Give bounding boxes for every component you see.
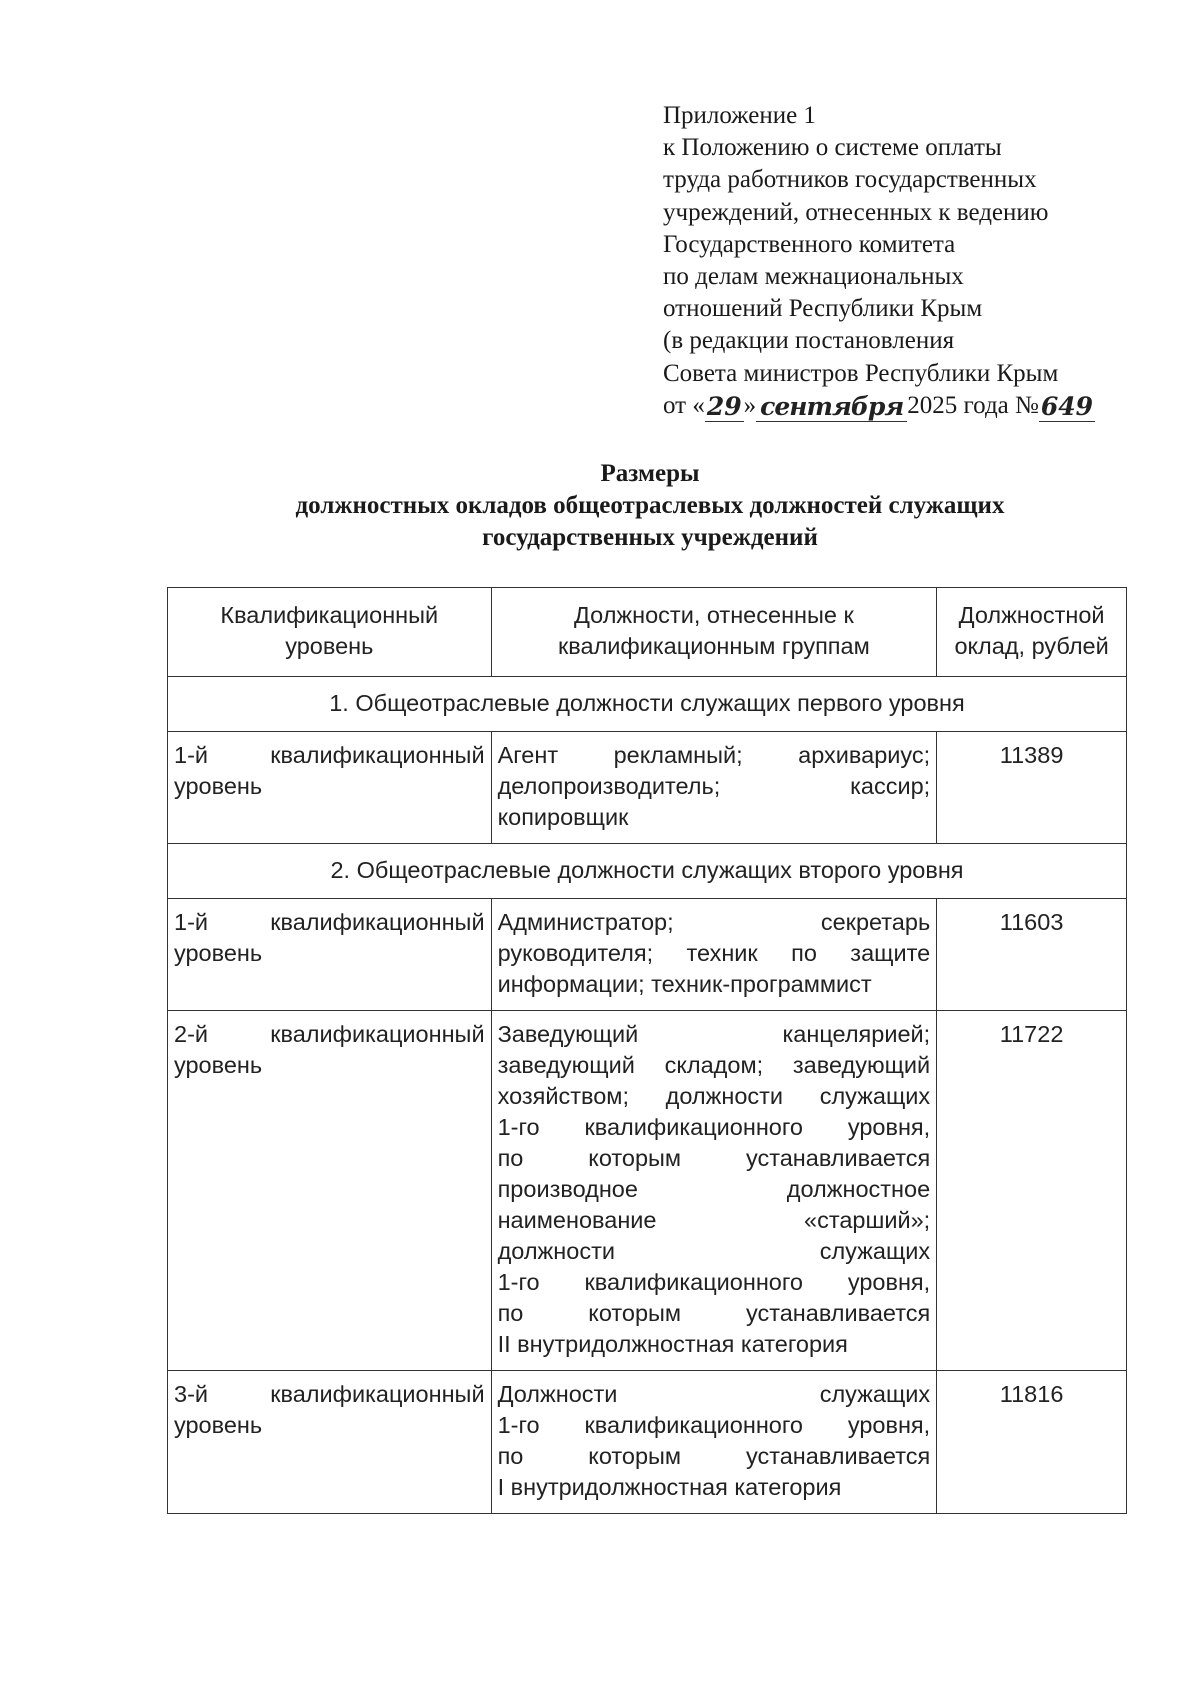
positions-word: служащих — [819, 1381, 931, 1407]
positions-word: защите — [850, 940, 931, 966]
table-row — [168, 1371, 1127, 1514]
positions-word: «старший»; — [804, 1207, 931, 1233]
document-title — [160, 458, 1140, 554]
salary-amount: 11389 — [937, 732, 1127, 844]
positions-line — [498, 771, 931, 802]
positions-word: которым — [588, 1443, 682, 1469]
positions-word: архивариус; — [798, 742, 931, 768]
positions-line — [498, 1081, 931, 1112]
handwritten-day: 29 — [706, 392, 742, 422]
salary-table — [167, 587, 1127, 1514]
positions-word: секретарь — [820, 909, 931, 935]
level-cell — [168, 1011, 492, 1371]
appendix-line: Совета министров Республики Крым — [663, 359, 1059, 387]
positions-word: должности — [665, 1083, 784, 1109]
positions-word: 1-го — [497, 1412, 540, 1438]
positions-word: техник — [686, 940, 758, 966]
section-row — [168, 844, 1127, 899]
section-title: 2. Общеотраслевые должности служащих второго уровня — [168, 844, 1127, 899]
positions-word: которым — [588, 1300, 682, 1326]
handwritten-decree-number: 649 — [1040, 392, 1094, 422]
positions-line — [498, 938, 931, 969]
level-number: 1-й — [174, 909, 209, 935]
level-suffix: уровень — [174, 1052, 263, 1078]
positions-line — [498, 1267, 931, 1298]
salary-amount: 11816 — [937, 1371, 1127, 1514]
positions-word: устанавливается — [745, 1300, 931, 1326]
appendix-line: труда работников государственных — [663, 166, 1037, 194]
positions-line — [498, 1410, 931, 1441]
positions-word: служащих — [819, 1238, 931, 1264]
positions-line — [498, 1050, 931, 1081]
positions-word: уровня, — [847, 1269, 931, 1295]
positions-word: Должности — [497, 1381, 618, 1407]
decree-date-line — [663, 390, 1133, 422]
title-line: должностных окладов общеотраслевых должностей служащих — [295, 492, 1005, 519]
positions-word: производное — [497, 1176, 638, 1202]
table-row — [168, 899, 1127, 1011]
table-row — [168, 1011, 1127, 1371]
positions-word: рекламный; — [613, 742, 743, 768]
header-salary — [937, 588, 1127, 677]
positions-word: уровня, — [847, 1114, 931, 1140]
header-level — [168, 588, 492, 677]
level-line — [174, 740, 485, 771]
header-positions — [491, 588, 937, 677]
positions-word: квалификационного — [584, 1114, 803, 1140]
header-text: Квалификационный — [220, 602, 439, 628]
table-header-row — [168, 588, 1127, 677]
level-suffix: уровень — [174, 940, 263, 966]
positions-line — [498, 1298, 931, 1329]
positions-word: 1-го — [497, 1114, 540, 1140]
header-text: уровень — [285, 633, 374, 659]
level-suffix: уровень — [174, 1412, 263, 1438]
positions-word: должностное — [786, 1176, 931, 1202]
positions-cell — [491, 1371, 937, 1514]
level-line — [174, 1379, 485, 1410]
date-year: 2025 года № — [907, 391, 1039, 419]
title-line: государственных учреждений — [482, 524, 818, 551]
positions-line — [498, 1205, 931, 1236]
positions-cell — [491, 1011, 937, 1371]
appendix-header — [663, 100, 1133, 422]
positions-line — [498, 1112, 931, 1143]
appendix-line: отношений Республики Крым — [663, 295, 983, 323]
positions-line: I внутридолжностная категория — [497, 1474, 842, 1500]
positions-line — [498, 1019, 931, 1050]
positions-word: квалификационного — [584, 1269, 803, 1295]
salary-amount: 11603 — [937, 899, 1127, 1011]
positions-line — [498, 1174, 931, 1205]
positions-line — [498, 740, 931, 771]
positions-word: Агент — [497, 742, 559, 768]
level-suffix: уровень — [174, 773, 263, 799]
level-word: квалификационный — [270, 1381, 485, 1407]
section-title: 1. Общеотраслевые должности служащих первого уровня — [168, 677, 1127, 732]
positions-word: которым — [588, 1145, 682, 1171]
title-line: Размеры — [600, 460, 700, 487]
appendix-line: Приложение 1 — [663, 102, 816, 129]
positions-word: служащих — [819, 1083, 931, 1109]
level-word: квалификационный — [270, 742, 485, 768]
positions-word: уровня, — [847, 1412, 931, 1438]
positions-line: информации; техник-программист — [497, 971, 872, 997]
positions-word: устанавливается — [745, 1145, 931, 1171]
date-close-quote: » — [743, 391, 757, 419]
positions-word: по — [497, 1300, 524, 1326]
positions-word: делопроизводитель; — [497, 773, 721, 799]
level-number: 2-й — [174, 1021, 209, 1047]
positions-word: Заведующий — [497, 1021, 639, 1047]
positions-word: по — [497, 1443, 524, 1469]
header-text: Должностной — [958, 602, 1105, 628]
appendix-line: по делам межнациональных — [663, 263, 964, 291]
positions-line: II внутридолжностная категория — [497, 1331, 848, 1357]
level-line — [174, 907, 485, 938]
positions-cell — [491, 899, 937, 1011]
level-cell — [168, 899, 492, 1011]
appendix-line: к Положению о системе оплаты — [663, 134, 1002, 162]
positions-cell — [491, 732, 937, 844]
level-cell — [168, 732, 492, 844]
level-line — [174, 1019, 485, 1050]
positions-word: по — [497, 1145, 524, 1171]
appendix-line: учреждений, отнесенных к ведению — [663, 198, 1049, 226]
positions-line — [498, 1441, 931, 1472]
positions-word: Администратор; — [497, 909, 674, 935]
appendix-line: (в редакции постановления — [663, 327, 955, 355]
positions-word: наименование — [497, 1207, 657, 1233]
header-text: квалификационным группам — [558, 633, 870, 659]
positions-word: должности — [497, 1238, 615, 1264]
positions-word: канцелярией; — [782, 1021, 931, 1047]
salary-amount: 11722 — [937, 1011, 1127, 1371]
header-text: Должности, отнесенные к — [573, 602, 854, 628]
level-cell — [168, 1371, 492, 1514]
date-prefix: от « — [663, 391, 705, 419]
level-word: квалификационный — [270, 1021, 485, 1047]
positions-line — [498, 1379, 931, 1410]
section-row — [168, 677, 1127, 732]
handwritten-month: сентября — [756, 393, 907, 422]
positions-word: кассир; — [850, 773, 931, 799]
level-word: квалификационный — [270, 909, 485, 935]
positions-word: устанавливается — [745, 1443, 931, 1469]
positions-line — [498, 1143, 931, 1174]
positions-word: хозяйством; — [497, 1083, 629, 1109]
level-number: 1-й — [174, 742, 209, 768]
positions-line — [498, 907, 931, 938]
positions-line: копировщик — [497, 804, 629, 830]
positions-word: 1-го — [497, 1269, 540, 1295]
positions-word: квалификационного — [584, 1412, 803, 1438]
positions-word: заведующий — [792, 1052, 931, 1078]
level-number: 3-й — [174, 1381, 209, 1407]
positions-word: складом; — [664, 1052, 764, 1078]
positions-word: руководителя; — [497, 940, 654, 966]
positions-word: заведующий — [497, 1052, 635, 1078]
table-row — [168, 732, 1127, 844]
appendix-line: Государственного комитета — [663, 230, 956, 258]
positions-line — [498, 1236, 931, 1267]
header-text: оклад, рублей — [954, 633, 1109, 659]
positions-word: по — [791, 940, 817, 966]
